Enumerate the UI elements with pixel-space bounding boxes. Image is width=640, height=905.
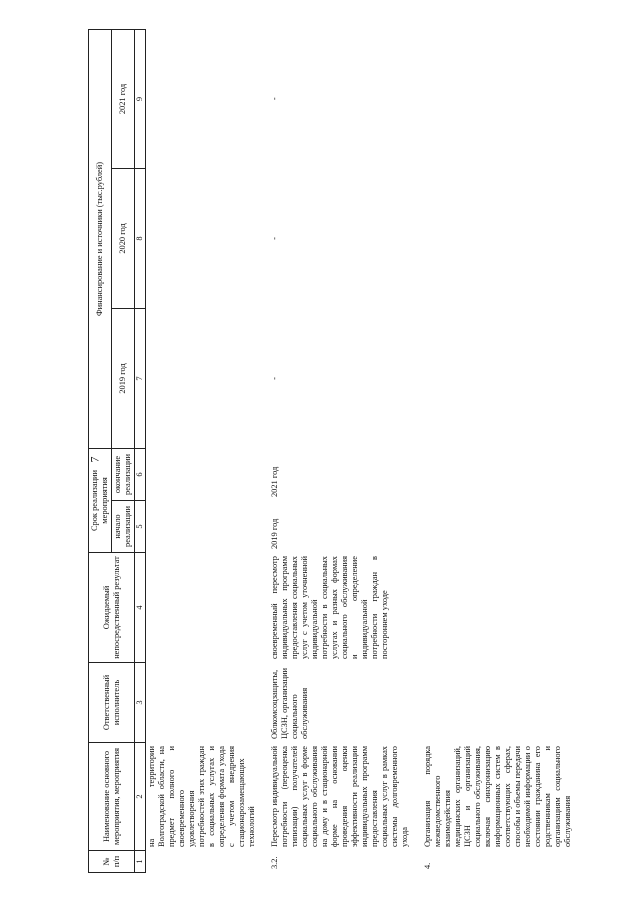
row-f2021: -	[270, 97, 279, 101]
table-row	[411, 29, 574, 872]
row-result	[411, 553, 574, 663]
row-result	[146, 553, 259, 663]
header-result: Ожидаемый непосредственный результат	[89, 553, 135, 663]
row-f2019: -	[270, 377, 279, 380]
row-name: Организация порядка межведомственного взаимодействия медицинских организаций, ЦСЗН и организаций социального обслуживания, включая синхронизацию информационных систем в соответствующих сферах, способы и объемы передачи необходимой информации о состоянии гражданина его родственникам и организациям социального обслуживания	[423, 746, 572, 847]
col-number: 5	[135, 501, 146, 553]
table-row	[258, 29, 411, 872]
header-start: начало реализации	[112, 501, 135, 553]
row-end	[411, 448, 574, 500]
table-row	[146, 29, 259, 872]
header-end: окончание реализации	[112, 448, 135, 500]
row-executor	[411, 663, 574, 743]
row-name: на территории Волгоградской области, на предмет полного и своевременного удовлетворения потребностей этих граждан в социальных услугах и определения формата ухода с учетом внедрения стационарозамещающих технологий	[147, 746, 256, 847]
row-f2021	[146, 29, 259, 168]
col-number: 2	[135, 743, 146, 851]
header-period: Срок реализации мероприятия	[89, 448, 112, 552]
row-start	[146, 501, 259, 553]
row-name: Пересмотр индивидуальной потребности (переоценка типизации) получателей социальных услуг в форме социального обслуживания на дому и в стационарной форме на основании проведения оценки эффективности реализации индивидуальных программ предоставления социальных услуг в рамках системы долговременного ухода	[270, 746, 409, 847]
row-num	[146, 851, 259, 873]
row-f2020	[411, 168, 574, 308]
header-finance: Финансирование и источники (тыс.рублей)	[89, 29, 112, 448]
program-table	[88, 29, 574, 873]
row-end	[146, 448, 259, 500]
header-num: № п/п	[89, 851, 135, 873]
header-2019: 2019 год	[112, 308, 135, 448]
row-executor: Облкомсоцзащиты, ЦСЗН, организации социального обслуживания	[270, 667, 309, 739]
row-f2019	[146, 308, 259, 448]
col-number: 3	[135, 663, 146, 743]
header-name: Наименование основного мероприятия, мероприятия	[89, 743, 135, 851]
col-number: 6	[135, 448, 146, 500]
col-number: 4	[135, 553, 146, 663]
col-number: 9	[135, 29, 146, 168]
row-f2019	[411, 308, 574, 448]
header-2021: 2021 год	[112, 29, 135, 168]
row-end: 2021 год	[270, 466, 279, 497]
row-num: 3.2.	[270, 856, 279, 869]
row-start: 2019 год	[270, 518, 279, 549]
col-number: 1	[135, 851, 146, 873]
row-f2020: -	[270, 237, 279, 240]
col-number: 7	[135, 308, 146, 448]
row-num: 4.	[423, 862, 432, 869]
page-number: 7	[87, 456, 102, 463]
header-executor: Ответственный исполнитель	[89, 663, 135, 743]
row-f2021	[411, 29, 574, 168]
header-2020: 2020 год	[112, 168, 135, 308]
row-f2020	[146, 168, 259, 308]
col-number: 8	[135, 168, 146, 308]
row-result: своевременный пересмотр индивидуальных программ предоставления социальных услуг с учетом уточненной индивидуальной потребности в социальных услугах и разных формах социального обслуживания и определение индивидуальной потребности граждан в постороннем уходе	[270, 556, 389, 659]
row-executor	[146, 663, 259, 743]
row-start	[411, 501, 574, 553]
